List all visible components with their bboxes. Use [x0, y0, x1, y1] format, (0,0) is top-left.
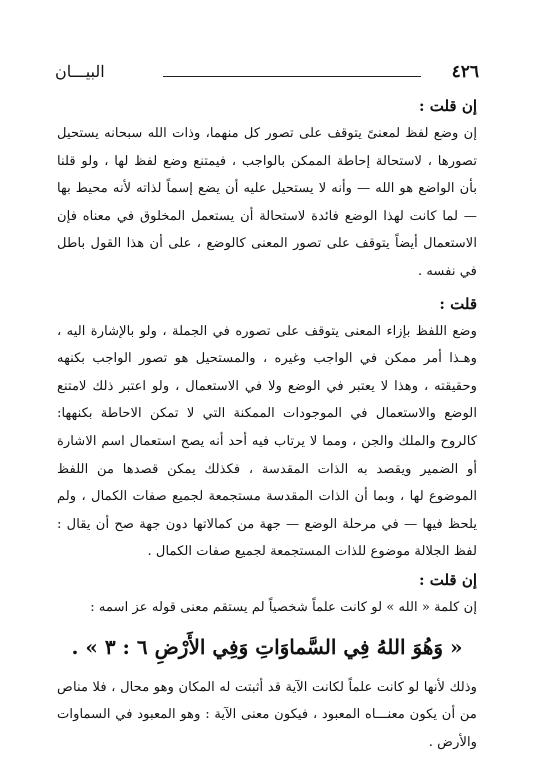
running-title: البيـــان — [55, 62, 105, 81]
page-body — [57, 94, 477, 756]
paragraph: إن كلمة « الله » لو كانت علماً شخصياً لم يستقم معنى قوله عز اسمه : — [90, 599, 477, 615]
page-number: ٤٢٦ — [451, 62, 479, 82]
paragraph: وضع اللفظ بإزاء المعنى يتوقف على تصوره في الجملة ، ولو بالإشارة اليه ، وهـذا أمر ممكن في الواجب وغيره ، والمستحيل هو تصور الواجب بكنهه وحقيقته ، وهذا لا يعتبر في الوضع ولا في الاستعمال ، ولو اعتبر ذلك لامتنع الوضع والاستعمال في الموجودات الممكنة التي لا تمكن الاحاطة بكنهها: كالروح والملك والجن ، ومما لا يرتاب فيه أحد أنه يصح استعمال اسم الاشارة أو الضمير ويقصد به الذات المقدسة ، فكذلك يمكن قصدها من اللفظ الموضوع لها ، وبما أن الذات المقدسة مستجمعة لجميع صفات الكمال ، ولم يلحظ فيها — في مرحلة الوضع — جهة من كمالاتها دون جهة صح أن يقال : لفظ الجلالة موضوع للذات المستجمعة لجميع صفات الكمال . — [57, 323, 477, 560]
section-heading: قلت : — [439, 294, 477, 313]
section-heading: إن قلت : — [418, 570, 477, 589]
quran-verse: « وَهُوَ اللهُ فِي السَّماوَاتِ وَفِي الأَرْضِ ٦ : ٣ » . — [71, 634, 463, 659]
paragraph: وذلك لأنها لو كانت علماً لكانت الآية قد أثبتت له المكان وهو محال ، فلا مناص من أن يكون معنـــاه المعبود ، فيكون معنى الآية : وهو المعبود في السماوات والأرض . — [57, 679, 477, 750]
page-header — [0, 62, 549, 88]
section-heading: إن قلت : — [418, 97, 477, 115]
paragraph: إن وضع لفظ لمعنىً يتوقف على تصور كل منهما، وذات الله سبحانه يستحيل تصورها ، لاستحالة إحاطة الممكن بالواجب ، فيمتنع وضع لفظ لها ، ولو قلنا بأن الواضع هو الله — وأنه لا يستحيل عليه أن يضع إسماً لذاته لأنه محيط بها — لما كانت لهذا الوضع فائدة لاستحالة أن يستعمل المخلوق في معناه فإن الاستعمال أيضاً يتوقف على تصور المعنى كالوضع ، على أن هذا القول باطل في نفسه . — [57, 126, 477, 279]
header-rule — [163, 76, 421, 77]
